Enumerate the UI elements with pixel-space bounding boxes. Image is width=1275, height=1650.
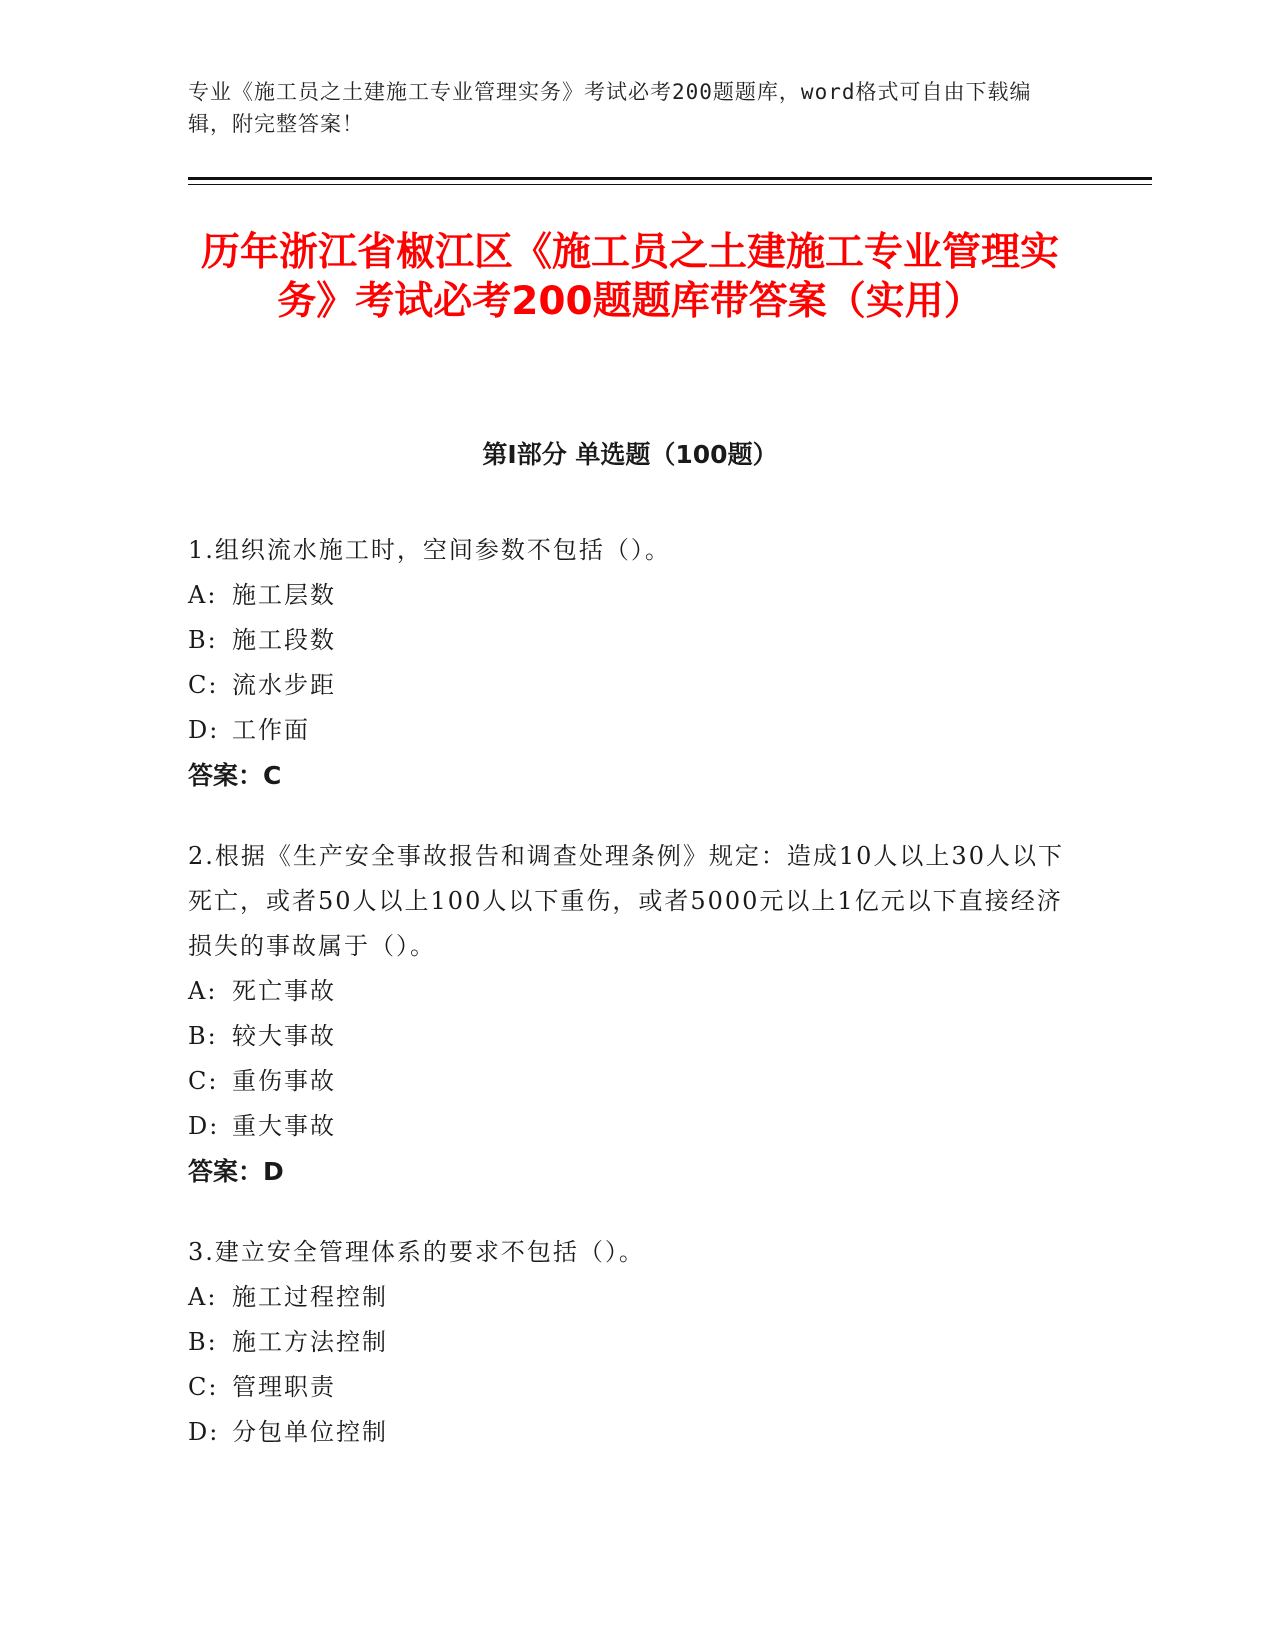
option-text: 工作面: [232, 716, 310, 744]
document-title: 历年浙江省椒江区《施工员之土建施工专业管理实务》考试必考200题题库带答案（实用）: [200, 230, 1059, 324]
question-stem: 2.根据《生产安全事故报告和调查处理条例》规定：造成10人以上30人以下死亡，或者50人以上100人以下重伤，或者5000元以上1亿元以下直接经济损失的事故属于（）。: [188, 842, 1064, 960]
header-divider-thick: [188, 177, 1152, 180]
option-key: B:: [188, 1328, 218, 1356]
option-b: [188, 1320, 1083, 1365]
option-key: C:: [188, 1373, 219, 1401]
option-a: [188, 573, 1083, 618]
option-key: A:: [188, 1283, 218, 1311]
option-b: [188, 618, 1083, 663]
option-d: [188, 1410, 1083, 1455]
option-text: 管理职责: [232, 1373, 336, 1401]
option-text: 施工层数: [232, 581, 336, 609]
header-divider-thin: [188, 184, 1152, 185]
option-text: 死亡事故: [232, 977, 336, 1005]
question-item: [188, 528, 1083, 798]
option-d: [188, 1104, 1083, 1149]
option-key: D:: [188, 1418, 220, 1446]
option-a: [188, 1275, 1083, 1320]
question-item: [188, 834, 1083, 1194]
option-key: B:: [188, 1022, 218, 1050]
option-b: [188, 1014, 1083, 1059]
question-list: [188, 528, 1083, 1491]
option-c: [188, 1365, 1083, 1410]
option-a: [188, 969, 1083, 1014]
option-text: 分包单位控制: [232, 1418, 388, 1446]
option-text: 施工过程控制: [232, 1283, 388, 1311]
option-key: A:: [188, 977, 218, 1005]
question-stem: 1.组织流水施工时，空间参数不包括（）。: [188, 536, 671, 564]
answer-line: 答案：D: [188, 1157, 284, 1186]
option-d: [188, 708, 1083, 753]
option-key: D:: [188, 1112, 220, 1140]
option-key: B:: [188, 626, 218, 654]
option-c: [188, 1059, 1083, 1104]
option-key: C:: [188, 671, 219, 699]
option-text: 流水步距: [232, 671, 336, 699]
answer-line: 答案：C: [188, 761, 282, 790]
section-heading: 第I部分 单选题（100题）: [482, 440, 778, 469]
option-key: C:: [188, 1067, 219, 1095]
option-text: 施工方法控制: [232, 1328, 388, 1356]
option-text: 施工段数: [232, 626, 336, 654]
option-text: 较大事故: [232, 1022, 336, 1050]
option-text: 重大事故: [232, 1112, 336, 1140]
header-note: 专业《施工员之土建施工专业管理实务》考试必考200题题库，word格式可自由下载编辑，附完整答案！: [188, 80, 1032, 136]
question-stem: 3.建立安全管理体系的要求不包括（）。: [188, 1238, 645, 1266]
option-key: D:: [188, 716, 220, 744]
option-key: A:: [188, 581, 218, 609]
question-item: [188, 1230, 1083, 1455]
option-c: [188, 663, 1083, 708]
option-text: 重伤事故: [232, 1067, 336, 1095]
